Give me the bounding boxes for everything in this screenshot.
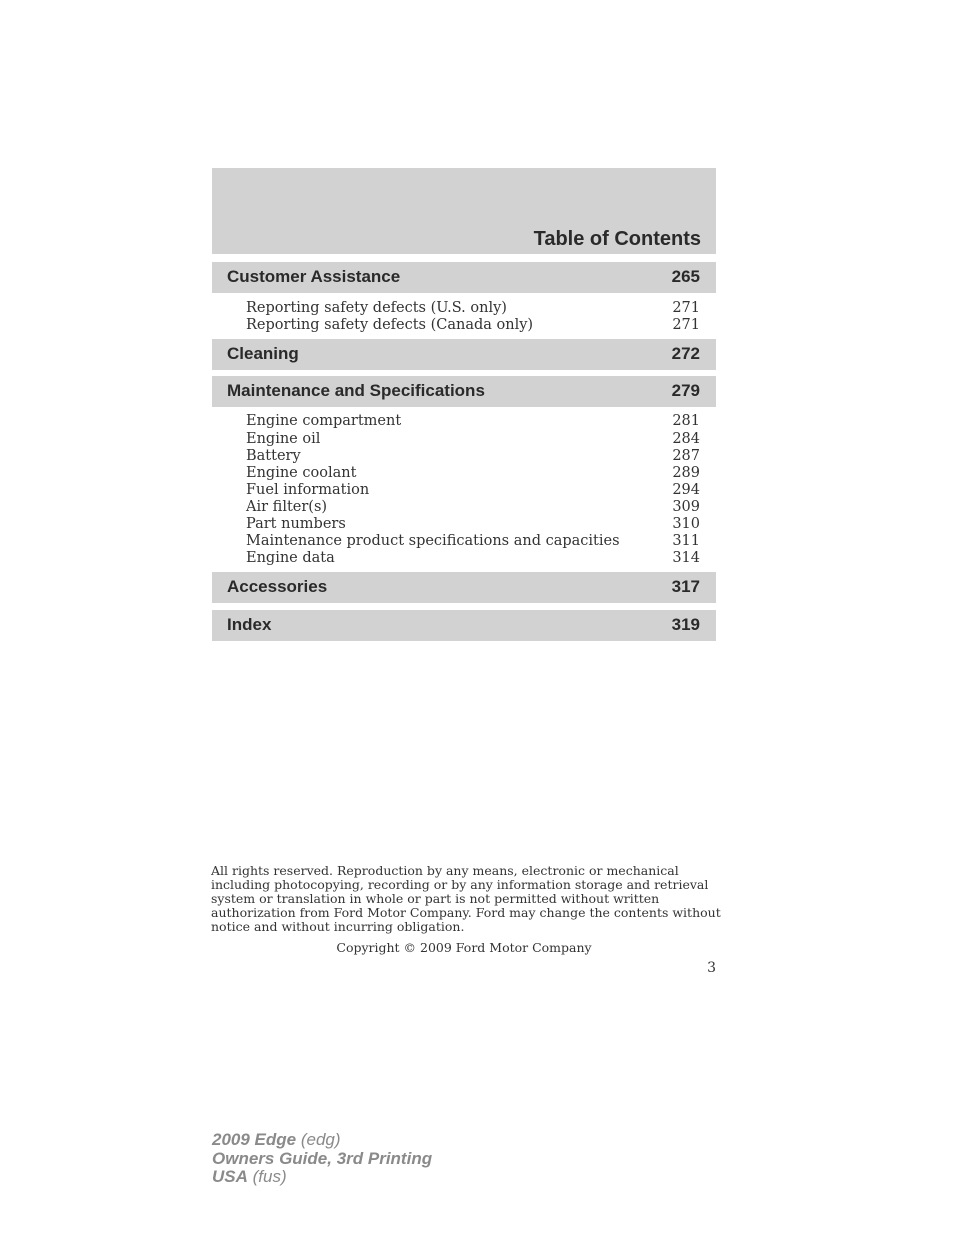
- section-page: 279: [671, 381, 700, 400]
- toc-item[interactable]: [246, 516, 700, 533]
- toc-item[interactable]: [246, 482, 700, 499]
- footer-market: USA: [212, 1167, 248, 1186]
- footer-line-3: [212, 1168, 432, 1187]
- document-footer: [212, 1131, 432, 1187]
- legal-line: authorization from Ford Motor Company. Ford may change the contents without: [211, 905, 721, 920]
- toc-item[interactable]: [246, 533, 700, 550]
- page-number: 3: [707, 960, 716, 976]
- toc-item-page: 284: [672, 431, 700, 447]
- toc-item[interactable]: [246, 413, 700, 430]
- section-label: Accessories: [227, 577, 328, 596]
- toc-item[interactable]: [246, 300, 700, 317]
- footer-line-1: [212, 1131, 432, 1150]
- page-title: Table of Contents: [533, 228, 701, 250]
- section-label: Index: [227, 615, 272, 634]
- footer-model-code: (edg): [296, 1130, 341, 1149]
- toc-item-label: Fuel information: [246, 482, 370, 498]
- toc-item[interactable]: [246, 465, 700, 482]
- toc-item-label: Engine compartment: [246, 413, 402, 429]
- toc-item-label: Battery: [246, 448, 301, 464]
- footer-line-2: [212, 1150, 432, 1169]
- toc-item-page: 314: [672, 550, 700, 566]
- toc-item-label: Maintenance product specifications and capacities: [246, 533, 620, 549]
- legal-notice: [211, 864, 721, 934]
- toc-item-page: 311: [672, 533, 700, 549]
- legal-line: notice and without incurring obligation.: [211, 919, 465, 934]
- toc-item-label: Engine coolant: [246, 465, 357, 481]
- toc-item[interactable]: [246, 499, 700, 516]
- section-page: 265: [671, 267, 700, 286]
- toc-item-page: 309: [672, 499, 700, 515]
- copyright-notice: Copyright © 2009 Ford Motor Company: [336, 940, 592, 955]
- footer-guide: Owners Guide, 3rd Printing: [212, 1148, 433, 1168]
- toc-header: [212, 168, 716, 254]
- toc-item[interactable]: [246, 431, 700, 448]
- legal-line: including photocopying, recording or by any information storage and retrieval: [211, 877, 709, 892]
- toc-item-page: 271: [672, 300, 700, 316]
- toc-item[interactable]: [246, 317, 700, 334]
- toc-section-customer-assistance[interactable]: [212, 262, 716, 293]
- footer-model: 2009 Edge: [212, 1130, 297, 1149]
- section-label: Cleaning: [227, 344, 299, 363]
- section-page: 272: [671, 344, 700, 363]
- toc-item-label: Engine oil: [246, 431, 321, 447]
- toc-section-index[interactable]: [212, 610, 716, 641]
- toc-item-page: 281: [672, 413, 700, 429]
- legal-line: system or translation in whole or part is not permitted without written: [211, 891, 660, 906]
- toc-item-page: 271: [672, 317, 700, 333]
- toc-item-label: Reporting safety defects (Canada only): [246, 317, 534, 333]
- toc-item[interactable]: [246, 448, 700, 465]
- section-page: 317: [671, 577, 700, 596]
- toc-section-maintenance[interactable]: [212, 376, 716, 407]
- legal-line: All rights reserved. Reproduction by any means, electronic or mechanical: [211, 863, 679, 878]
- toc-item-label: Engine data: [246, 550, 335, 566]
- toc-section-accessories[interactable]: [212, 572, 716, 603]
- section-label: Maintenance and Specifications: [227, 381, 485, 400]
- toc-item-label: Reporting safety defects (U.S. only): [246, 300, 507, 316]
- toc-item-label: Air filter(s): [246, 499, 328, 515]
- toc-item-page: 294: [672, 482, 700, 498]
- toc-section-cleaning[interactable]: [212, 339, 716, 370]
- section-label: Customer Assistance: [227, 267, 401, 286]
- toc-item-page: 287: [672, 448, 700, 464]
- toc-item-page: 310: [672, 516, 700, 532]
- footer-market-code: (fus): [247, 1167, 287, 1186]
- toc-item-page: 289: [672, 465, 700, 481]
- toc-item-label: Part numbers: [246, 516, 346, 532]
- section-page: 319: [671, 615, 700, 634]
- toc-item[interactable]: [246, 550, 700, 567]
